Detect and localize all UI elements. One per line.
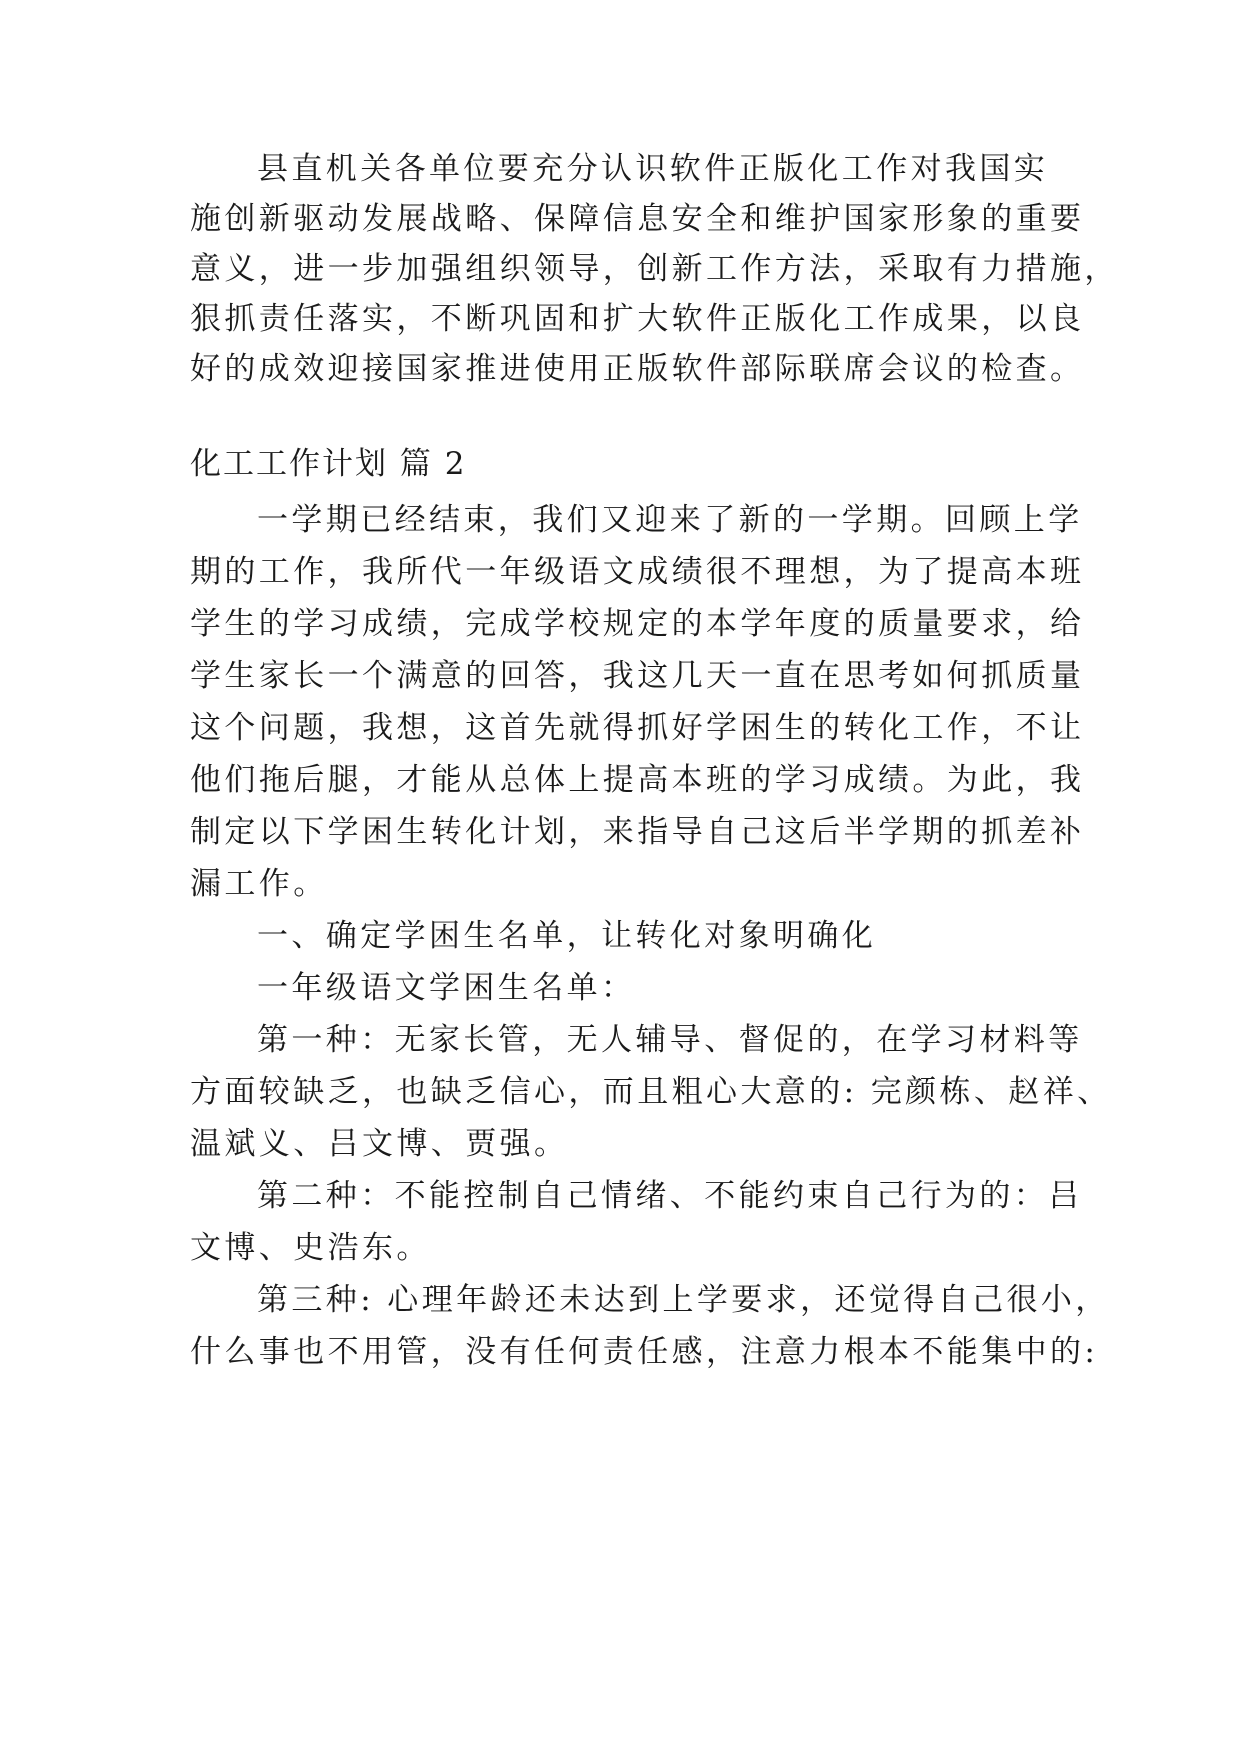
paragraph-line: 狠抓责任落实，不断巩固和扩大软件正版化工作成果，以良	[190, 301, 1085, 337]
list-title: 一年级语文学困生名单：	[257, 970, 636, 1006]
paragraph-line: 期的工作，我所代一年级语文成绩很不理想，为了提高本班	[190, 554, 1085, 590]
paragraph-line: 文博、史浩东。	[190, 1230, 431, 1266]
paragraph-line: 一学期已经结束，我们又迎来了新的一学期。回顾上学	[257, 502, 1083, 538]
paragraph-line: 温斌义、吕文博、贾强。	[190, 1126, 569, 1162]
paragraph-line: 漏工作。	[190, 866, 328, 902]
paragraph-line: 第二种：不能控制自己情绪、不能约束自己行为的：吕	[257, 1178, 1083, 1214]
paragraph-line: 施创新驱动发展战略、保障信息安全和维护国家形象的重要	[190, 201, 1085, 237]
paragraph-line: 第三种: 心理年龄还未达到上学要求，还觉得自己很小，	[257, 1282, 1110, 1318]
paragraph-line: 第一种：无家长管，无人辅导、督促的，在学习材料等	[257, 1022, 1083, 1058]
paragraph-line: 这个问题，我想，这首先就得抓好学困生的转化工作，不让	[190, 710, 1085, 746]
paragraph-line: 制定以下学困生转化计划，来指导自己这后半学期的抓差补	[190, 814, 1085, 850]
paragraph-line: 什么事也不用管，没有任何责任感，注意力根本不能集中的:	[190, 1334, 1099, 1370]
paragraph-line: 好的成效迎接国家推进使用正版软件部际联席会议的检查。	[190, 351, 1085, 387]
paragraph-line: 学生的学习成绩，完成学校规定的本学年度的质量要求，给	[190, 606, 1085, 642]
paragraph-line: 学生家长一个满意的回答，我这几天一直在思考如何抓质量	[190, 658, 1085, 694]
paragraph-line: 他们拖后腿，才能从总体上提高本班的学习成绩。为此，我	[190, 762, 1085, 798]
paragraph-line: 意义，进一步加强组织领导，创新工作方法，采取有力措施，	[190, 251, 1119, 287]
paragraph-line: 县直机关各单位要充分认识软件正版化工作对我国实	[257, 151, 1049, 187]
list-heading: 一、确定学困生名单，让转化对象明确化	[257, 918, 877, 954]
paragraph-line: 方面较缺乏，也缺乏信心，而且粗心大意的: 完颜栋、赵祥、	[190, 1074, 1112, 1110]
section-heading: 化工工作计划 篇 2	[190, 446, 467, 482]
